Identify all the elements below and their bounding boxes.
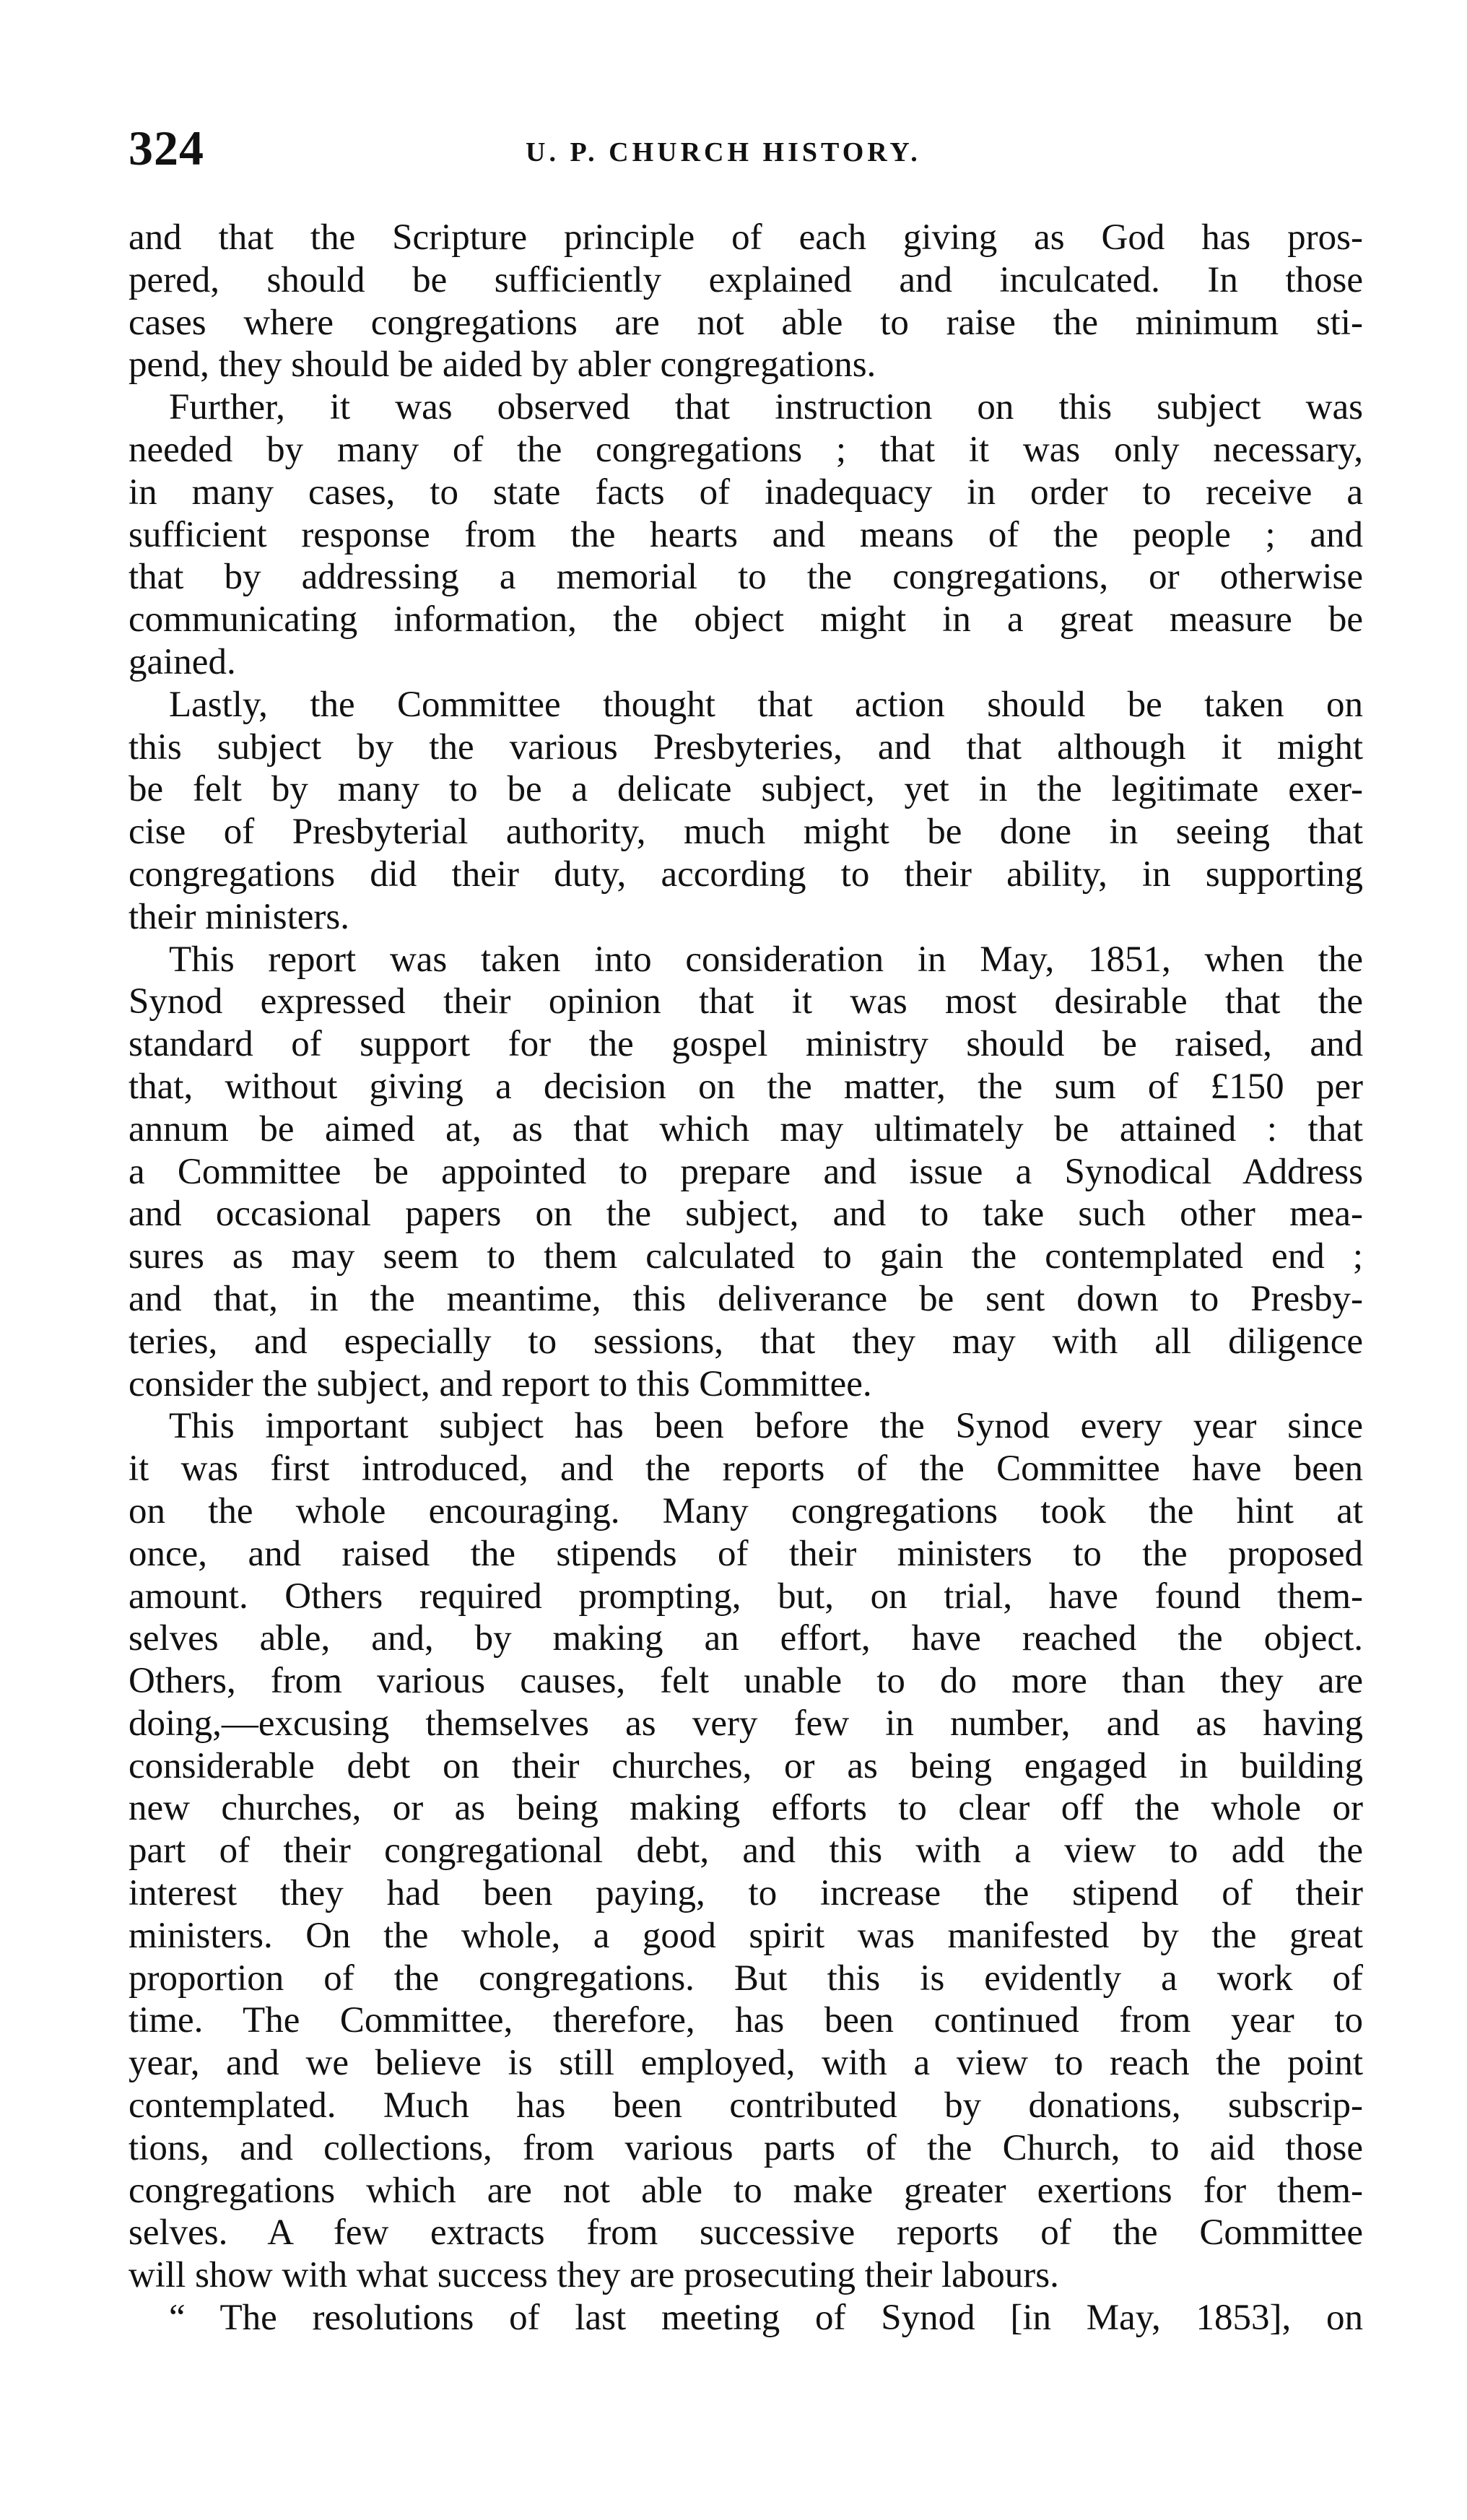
text-line: pered, should be sufficiently explained and inculcated. In those — [129, 259, 1363, 300]
text-line: it was first introduced, and the reports of the Committee have been — [129, 1448, 1363, 1490]
text-line: “ The resolutions of last meeting of Synod [in May, 1853], on — [169, 2298, 1363, 2339]
text-line: once, and raised the stipends of their ministers to the proposed — [129, 1533, 1363, 1574]
text-line: gained. — [129, 641, 236, 682]
text-line: sufficient response from the hearts and means of the people ; and — [129, 514, 1363, 555]
text-line: selves. A few extracts from successive reports of the Committee — [129, 2212, 1363, 2254]
text-line: interest they had been paying, to increase the stipend of their — [129, 1873, 1363, 1914]
text-line: sures as may seem to them calculated to gain the contemplated end ; — [129, 1236, 1363, 1277]
text-line: in many cases, to state facts of inadequacy in order to receive a — [129, 472, 1363, 513]
text-line: part of their congregational debt, and this with a view to add the — [129, 1830, 1363, 1872]
text-line: tions, and collections, from various parts of the Church, to aid those — [129, 2127, 1363, 2168]
text-line: congregations did their duty, according to their ability, in supporting — [129, 853, 1363, 895]
text-line: on the whole encouraging. Many congregations took the hint at — [129, 1490, 1363, 1531]
text-line: will show with what success they are prosecuting their labours. — [129, 2255, 1059, 2296]
running-title: U. P. CHURCH HISTORY. — [526, 137, 921, 168]
text-line: doing,—excusing themselves as very few in number, and as having — [129, 1703, 1363, 1744]
text-line: and that, in the meantime, this deliverance be sent down to Presby- — [129, 1278, 1363, 1319]
text-line: and that the Scripture principle of each giving as God has pros- — [129, 217, 1363, 258]
text-line: a Committee be appointed to prepare and issue a Synodical Address — [129, 1151, 1363, 1192]
text-line: standard of support for the gospel ministry should be raised, and — [129, 1024, 1363, 1065]
text-line: This report was taken into consideration in May, 1851, when the — [169, 939, 1363, 980]
text-line: considerable debt on their churches, or as being engaged in building — [129, 1745, 1363, 1786]
text-line: Synod expressed their opinion that it was most desirable that the — [129, 981, 1363, 1022]
text-line: contemplated. Much has been contributed by donations, subscrip- — [129, 2085, 1363, 2126]
text-line: and occasional papers on the subject, and to take such other mea- — [129, 1194, 1363, 1235]
page-number: 324 — [129, 121, 204, 175]
text-line: needed by many of the congregations ; that it was only necessary, — [129, 429, 1363, 470]
text-line: their ministers. — [129, 896, 349, 937]
text-line: proportion of the congregations. But this is evidently a work of — [129, 1958, 1363, 1999]
text-line: this subject by the various Presbyteries, and that although it might — [129, 726, 1363, 768]
text-line: Further, it was observed that instruction on this subject was — [169, 387, 1363, 428]
text-line: cise of Presbyterial authority, much might be done in seeing that — [129, 812, 1363, 853]
text-line: that, without giving a decision on the matter, the sum of £150 per — [129, 1066, 1363, 1107]
text-line: This important subject has been before the Synod every year since — [169, 1406, 1363, 1447]
text-line: consider the subject, and report to this Committee. — [129, 1363, 872, 1404]
text-line: congregations which are not able to make greater exertions for them- — [129, 2170, 1363, 2211]
text-line: that by addressing a memorial to the congregations, or otherwise — [129, 557, 1363, 598]
text-line: teries, and especially to sessions, that they may with all diligence — [129, 1321, 1363, 1362]
text-line: annum be aimed at, as that which may ultimately be attained : that — [129, 1108, 1363, 1150]
body-text — [129, 217, 1363, 2339]
text-line: year, and we believe is still employed, with a view to reach the point — [129, 2043, 1363, 2084]
text-line: time. The Committee, therefore, has been continued from year to — [129, 2000, 1363, 2041]
text-line: pend, they should be aided by abler congregations. — [129, 344, 876, 386]
text-line: ministers. On the whole, a good spirit was manifested by the great — [129, 1915, 1363, 1956]
text-line: amount. Others required prompting, but, on trial, have found them- — [129, 1576, 1363, 1617]
text-line: new churches, or as being making efforts to clear off the whole or — [129, 1788, 1363, 1829]
text-line: communicating information, the object might in a great measure be — [129, 599, 1363, 640]
text-line: Others, from various causes, felt unable to do more than they are — [129, 1661, 1363, 1702]
text-line: Lastly, the Committee thought that action should be taken on — [169, 684, 1363, 725]
text-line: selves able, and, by making an effort, have reached the object. — [129, 1618, 1363, 1659]
text-line: be felt by many to be a delicate subject, yet in the legitimate exer- — [129, 769, 1363, 810]
text-line: cases where congregations are not able to raise the minimum sti- — [129, 302, 1363, 343]
